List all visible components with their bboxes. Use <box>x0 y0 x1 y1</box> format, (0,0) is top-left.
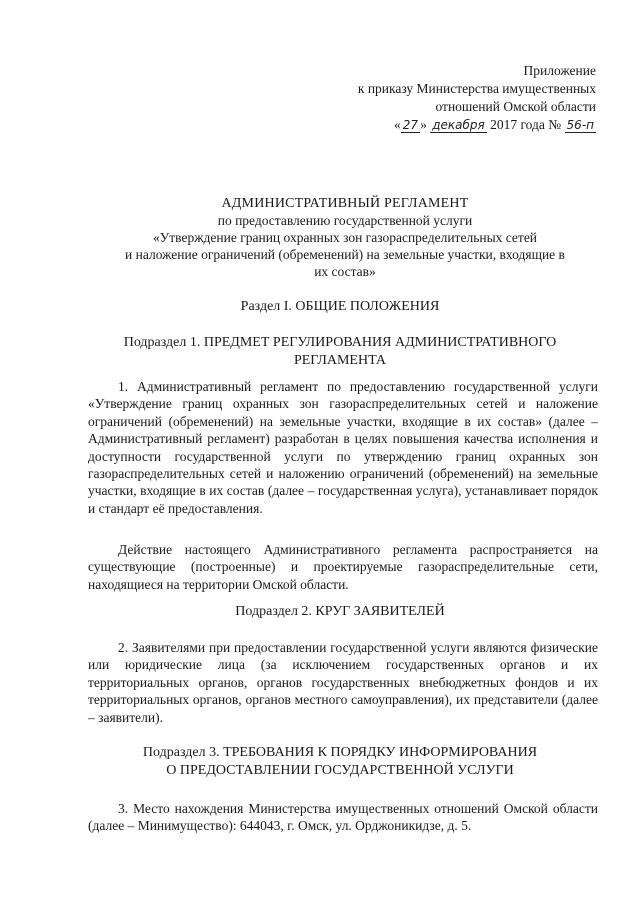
title-line-2: по предоставлению государственной услуги <box>217 213 473 228</box>
handwritten-number: 56-п <box>566 118 594 132</box>
handwritten-day: 27 <box>402 118 419 132</box>
date-open-quote: « <box>394 117 401 132</box>
subsection3-heading <box>80 744 600 780</box>
subsection1-heading <box>80 334 600 370</box>
document-title <box>90 195 600 280</box>
subsection1-heading-line2: РЕГЛАМЕНТА <box>293 353 387 368</box>
paragraph-3: 3. Место нахождения Министерства имущественных отношений Омской области (далее – Минимущество): 644043, г. Омск, ул. Орджоникидзе, д. 5. <box>88 801 598 834</box>
subsection3-heading-line2: О ПРЕДОСТАВЛЕНИИ ГОСУДАРСТВЕННОЙ УСЛУГИ <box>166 763 514 778</box>
date-year-text: 2017 года № <box>490 117 562 132</box>
handwritten-month: декабря <box>432 118 485 132</box>
title-line-3: «Утверждение границ охранных зон газораспределительных сетей <box>152 230 538 245</box>
title-line-4: и наложение ограничений (обременений) на земельные участки, входящие в <box>125 247 565 262</box>
paragraph-1-continuation: Действие настоящего Административного регламента распространяется на существующие (построенные) и проектируемые газораспределительные сети, находящиеся на территории Омской области. <box>88 542 598 592</box>
paragraph-1: 1. Административный регламент по предоставлению государственной услуги «Утверждение границ охранных зон газораспределительных сетей и наложение ограничений (обременений) на земельные участки, входящие в их состав» (далее – Административный регламент) разработан в целях повышения качества исполнения и доступности государственной услуги по утверждению границ охранных зон газораспределительных сетей и наложению ограничений (обременений) на земельные участки, входящие в их состав (далее – государственная услуга), устанавливает порядок и стандарт её предоставления. <box>88 379 598 516</box>
appendix-label: Приложение <box>523 63 596 78</box>
appendix-order-line: к приказу Министерства имущественных <box>357 81 596 96</box>
subsection1-heading-line1: Подраздел 1. ПРЕДМЕТ РЕГУЛИРОВАНИЯ АДМИНИСТРАТИВНОГО <box>123 335 557 350</box>
date-close-quote: » <box>420 117 427 132</box>
subsection2-heading: Подраздел 2. КРУГ ЗАЯВИТЕЛЕЙ <box>235 604 445 619</box>
appendix-date-line <box>296 116 596 134</box>
title-line-5: их состав» <box>314 264 376 279</box>
section1-heading: Раздел I. ОБЩИЕ ПОЛОЖЕНИЯ <box>240 299 440 314</box>
paragraph-2: 2. Заявителями при предоставлении государственной услуги являются физические или юридические лица (за исключением государственных органов и их территориальных органов, органов государственных внебюджетных фондов и их территориальных органов, органов местного самоуправления), их представители (далее – заявители). <box>88 640 598 725</box>
appendix-block <box>296 62 596 134</box>
subsection3-heading-line1: Подраздел 3. ТРЕБОВАНИЯ К ПОРЯДКУ ИНФОРМИРОВАНИЯ <box>142 745 538 760</box>
appendix-ministry-line: отношений Омской области <box>435 99 596 114</box>
title-main: АДМИНИСТРАТИВНЫЙ РЕГЛАМЕНТ <box>221 196 469 211</box>
